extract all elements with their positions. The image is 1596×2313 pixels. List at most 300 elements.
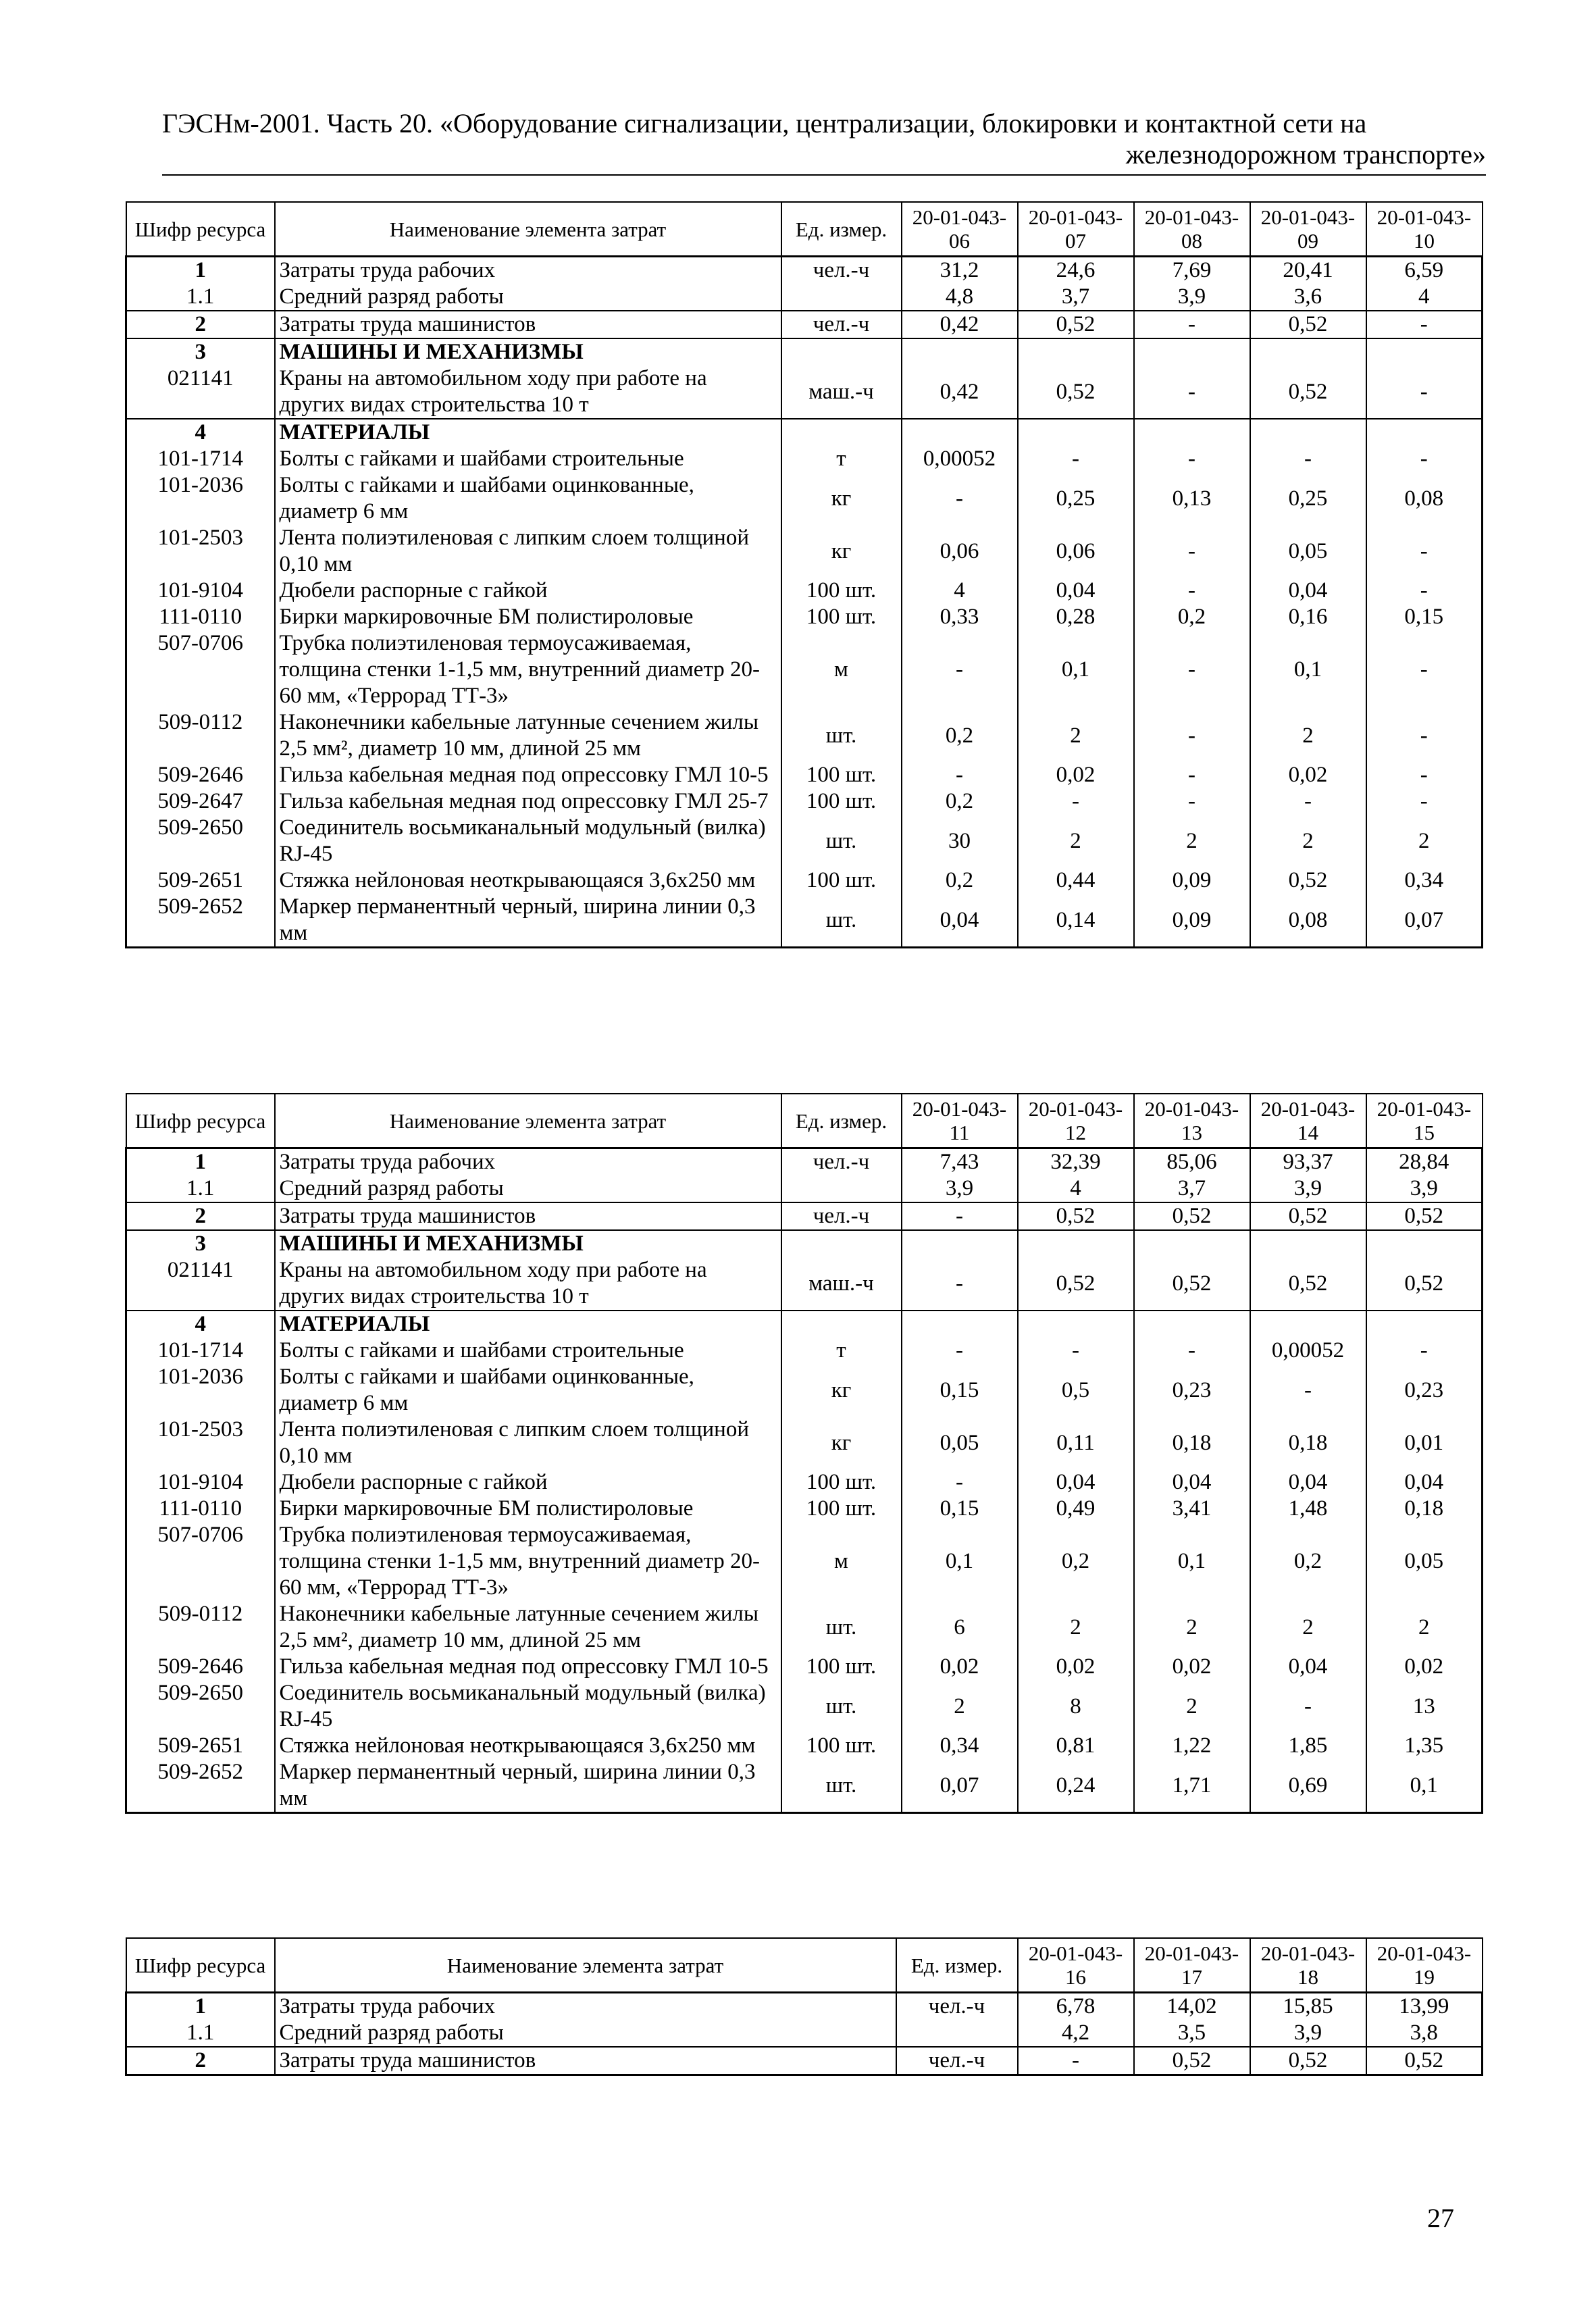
- norm-value: 0,09: [1134, 894, 1250, 948]
- norm-value: 0,1: [902, 1522, 1018, 1601]
- norm-value: 0,07: [902, 1759, 1018, 1813]
- table-row: [126, 578, 1483, 604]
- resource-code: 101-2503: [126, 525, 275, 578]
- cost-item-name: Краны на автомобильном ходу при работе на других видах строительства 10 т: [275, 365, 781, 419]
- unit-of-measure: 100 шт.: [781, 1496, 902, 1522]
- norm-value: -: [1250, 788, 1366, 815]
- norm-value: 0,52: [1134, 1257, 1250, 1311]
- resource-code: 4: [126, 1311, 275, 1338]
- norm-value: 0,52: [1134, 2047, 1250, 2075]
- cost-item-name: Затраты труда рабочих: [275, 1993, 896, 2020]
- table-row: [126, 1338, 1483, 1364]
- cost-item-name: Соединитель восьмиканальный модульный (вилка) RJ-45: [275, 1680, 781, 1733]
- code-header: Шифр ресурса: [126, 202, 275, 257]
- table-row: [126, 365, 1483, 419]
- resource-code: 101-2036: [126, 1364, 275, 1417]
- norm-value: 0,04: [1134, 1469, 1250, 1496]
- norm-value: 0,08: [1250, 894, 1366, 948]
- norm-value: 0,52: [1018, 1257, 1134, 1311]
- resource-code: 509-0112: [126, 709, 275, 762]
- cost-item-name: Средний разряд работы: [275, 284, 781, 311]
- norm-value: 0,09: [1134, 867, 1250, 894]
- norm-value: 20,41: [1250, 257, 1366, 284]
- column-header: 20-01-043-14: [1250, 1094, 1366, 1148]
- norm-value: [902, 419, 1018, 446]
- unit-of-measure: чел.-ч: [781, 1148, 902, 1176]
- resource-code: 101-9104: [126, 578, 275, 604]
- norm-value: 0,52: [1250, 1257, 1366, 1311]
- unit-of-measure: 100 шт.: [781, 1469, 902, 1496]
- norm-value: 4: [902, 578, 1018, 604]
- norm-value: 0,49: [1018, 1496, 1134, 1522]
- norm-value: 3,5: [1134, 2020, 1250, 2047]
- norm-value: 0,52: [1366, 2047, 1483, 2075]
- norm-value: 3,7: [1018, 284, 1134, 311]
- cost-item-name: Гильза кабельная медная под опрессовку ГМЛ 25-7: [275, 788, 781, 815]
- norm-value: [1250, 1311, 1366, 1338]
- cost-item-name: Затраты труда рабочих: [275, 257, 781, 284]
- table-row: [126, 1230, 1483, 1257]
- norm-value: -: [1250, 1680, 1366, 1733]
- norm-value: 0,69: [1250, 1759, 1366, 1813]
- norm-value: 0,13: [1134, 472, 1250, 525]
- norm-value: 3,9: [1366, 1175, 1483, 1202]
- norm-value: 2: [1134, 815, 1250, 867]
- table-row: [126, 338, 1483, 365]
- unit-of-measure: чел.-ч: [781, 257, 902, 284]
- table-row: [126, 1522, 1483, 1601]
- resource-code: 509-2647: [126, 788, 275, 815]
- table-row: [126, 311, 1483, 338]
- norm-value: 0,1: [1134, 1522, 1250, 1601]
- norm-value: -: [1366, 311, 1483, 338]
- norm-value: 0,06: [902, 525, 1018, 578]
- header-row: [126, 1938, 1483, 1993]
- norm-value: 0,52: [1018, 311, 1134, 338]
- unit-of-measure: шт.: [781, 1759, 902, 1813]
- norm-value: 0,52: [1250, 867, 1366, 894]
- resource-code: 509-2646: [126, 1654, 275, 1680]
- column-header: 20-01-043-11: [902, 1094, 1018, 1148]
- unit-of-measure: кг: [781, 1417, 902, 1469]
- resource-code: 4: [126, 419, 275, 446]
- norm-value: 0,33: [902, 604, 1018, 630]
- resource-code: 101-1714: [126, 446, 275, 472]
- norm-value: 0,04: [1018, 578, 1134, 604]
- norm-value: [902, 338, 1018, 365]
- cost-item-name: Средний разряд работы: [275, 1175, 781, 1202]
- table-row: [126, 1680, 1483, 1733]
- norm-value: 1,22: [1134, 1733, 1250, 1759]
- norm-value: 0,81: [1018, 1733, 1134, 1759]
- table-row: [126, 604, 1483, 630]
- norm-value: 2: [1366, 1601, 1483, 1654]
- cost-item-name: Маркер перманентный черный, ширина линии 0,3 мм: [275, 894, 781, 948]
- norm-value: 0,00052: [1250, 1338, 1366, 1364]
- code-header: Шифр ресурса: [126, 1094, 275, 1148]
- table-row: [126, 1175, 1483, 1202]
- norm-value: 2: [1134, 1680, 1250, 1733]
- unit-of-measure: шт.: [781, 894, 902, 948]
- cost-item-name: Затраты труда машинистов: [275, 1202, 781, 1230]
- table-row: [126, 472, 1483, 525]
- table-row: [126, 867, 1483, 894]
- unit-of-measure: [896, 2020, 1018, 2047]
- resource-code: 101-1714: [126, 1338, 275, 1364]
- resource-table-2: [125, 1093, 1483, 1814]
- column-header: 20-01-043-15: [1366, 1094, 1483, 1148]
- norm-value: -: [1366, 709, 1483, 762]
- cost-item-name: МАТЕРИАЛЫ: [275, 419, 781, 446]
- unit-of-measure: м: [781, 1522, 902, 1601]
- table-row: [126, 894, 1483, 948]
- norm-value: 0,18: [1134, 1417, 1250, 1469]
- resource-code: 021141: [126, 1257, 275, 1311]
- unit-of-measure: 100 шт.: [781, 788, 902, 815]
- table-row: [126, 2020, 1483, 2047]
- norm-value: 0,52: [1250, 2047, 1366, 2075]
- norm-value: [1366, 1230, 1483, 1257]
- column-header: 20-01-043-07: [1018, 202, 1134, 257]
- cost-item-name: Лента полиэтиленовая с липким слоем толщиной 0,10 мм: [275, 525, 781, 578]
- norm-value: -: [1366, 788, 1483, 815]
- column-header: 20-01-043-18: [1250, 1938, 1366, 1993]
- norm-value: 0,06: [1018, 525, 1134, 578]
- norm-value: [1366, 1311, 1483, 1338]
- norm-value: 0,04: [1250, 578, 1366, 604]
- resource-code: 1.1: [126, 2020, 275, 2047]
- table-row: [126, 709, 1483, 762]
- norm-value: 0,23: [1366, 1364, 1483, 1417]
- table-row: [126, 1759, 1483, 1813]
- norm-value: -: [1134, 446, 1250, 472]
- unit-of-measure: кг: [781, 472, 902, 525]
- norm-value: -: [902, 762, 1018, 788]
- norm-value: -: [1366, 762, 1483, 788]
- resource-code: 509-2650: [126, 1680, 275, 1733]
- norm-value: 85,06: [1134, 1148, 1250, 1176]
- table-row: [126, 1202, 1483, 1230]
- norm-value: 2: [1018, 709, 1134, 762]
- norm-value: [1018, 338, 1134, 365]
- cost-item-name: Наконечники кабельные латунные сечением жилы 2,5 мм², диаметр 10 мм, длиной 25 мм: [275, 709, 781, 762]
- column-header: 20-01-043-16: [1018, 1938, 1134, 1993]
- unit-of-measure: шт.: [781, 1601, 902, 1654]
- norm-value: 0,52: [1366, 1202, 1483, 1230]
- norm-value: 0,11: [1018, 1417, 1134, 1469]
- norm-value: -: [1366, 446, 1483, 472]
- norm-value: -: [1134, 762, 1250, 788]
- norm-value: 0,52: [1250, 1202, 1366, 1230]
- resource-code: 101-9104: [126, 1469, 275, 1496]
- header-line-2: железнодорожном транспорте»: [1125, 139, 1486, 170]
- norm-value: 0,04: [1018, 1469, 1134, 1496]
- norm-value: 0,34: [902, 1733, 1018, 1759]
- unit-of-measure: [781, 419, 902, 446]
- norm-value: 0,18: [1366, 1496, 1483, 1522]
- resource-code: 509-2652: [126, 1759, 275, 1813]
- column-header: 20-01-043-13: [1134, 1094, 1250, 1148]
- cost-item-name: Краны на автомобильном ходу при работе на других видах строительства 10 т: [275, 1257, 781, 1311]
- norm-value: 15,85: [1250, 1993, 1366, 2020]
- unit-of-measure: 100 шт.: [781, 1654, 902, 1680]
- norm-value: [1134, 419, 1250, 446]
- norm-value: 7,69: [1134, 257, 1250, 284]
- norm-value: 6: [902, 1601, 1018, 1654]
- norm-value: 0,02: [1134, 1654, 1250, 1680]
- cost-item-name: Гильза кабельная медная под опрессовку ГМЛ 10-5: [275, 762, 781, 788]
- unit-of-measure: маш.-ч: [781, 365, 902, 419]
- unit-of-measure: м: [781, 630, 902, 709]
- norm-value: 0,02: [902, 1654, 1018, 1680]
- resource-code: 509-0112: [126, 1601, 275, 1654]
- column-header: 20-01-043-12: [1018, 1094, 1134, 1148]
- cost-item-name: Средний разряд работы: [275, 2020, 896, 2047]
- page-number: 27: [1427, 2203, 1454, 2233]
- unit-of-measure: [781, 338, 902, 365]
- resource-code: 1: [126, 1993, 275, 2020]
- norm-value: 0,52: [1018, 365, 1134, 419]
- resource-code: 2: [126, 2047, 275, 2075]
- norm-value: 14,02: [1134, 1993, 1250, 2020]
- unit-of-measure: 100 шт.: [781, 867, 902, 894]
- norm-value: 3,9: [902, 1175, 1018, 1202]
- unit-of-measure: [781, 1230, 902, 1257]
- norm-value: 0,04: [1250, 1469, 1366, 1496]
- norm-value: [1366, 338, 1483, 365]
- column-header: 20-01-043-17: [1134, 1938, 1250, 1993]
- norm-value: 93,37: [1250, 1148, 1366, 1176]
- cost-item-name: Наконечники кабельные латунные сечением жилы 2,5 мм², диаметр 10 мм, длиной 25 мм: [275, 1601, 781, 1654]
- norm-value: 8: [1018, 1680, 1134, 1733]
- norm-value: 3,9: [1250, 1175, 1366, 1202]
- resource-code: 2: [126, 1202, 275, 1230]
- norm-value: 0,18: [1250, 1417, 1366, 1469]
- unit-of-measure: 100 шт.: [781, 604, 902, 630]
- norm-value: 0,16: [1250, 604, 1366, 630]
- norm-value: -: [902, 1202, 1018, 1230]
- unit-of-measure: маш.-ч: [781, 1257, 902, 1311]
- norm-value: 6,59: [1366, 257, 1483, 284]
- cost-item-name: Трубка полиэтиленовая термоусаживаемая, толщина стенки 1-1,5 мм, внутренний диаметр 20-60 мм, «Террорад ТТ-3»: [275, 1522, 781, 1601]
- norm-value: 0,04: [1250, 1654, 1366, 1680]
- norm-value: -: [902, 1469, 1018, 1496]
- norm-value: 0,02: [1018, 1654, 1134, 1680]
- table-row: [126, 1257, 1483, 1311]
- resource-table-1: [125, 201, 1483, 948]
- table-row: [126, 1601, 1483, 1654]
- table-row: [126, 525, 1483, 578]
- cost-item-name: Лента полиэтиленовая с липким слоем толщиной 0,10 мм: [275, 1417, 781, 1469]
- norm-value: [1018, 1230, 1134, 1257]
- table-row: [126, 1148, 1483, 1176]
- norm-value: 0,05: [1366, 1522, 1483, 1601]
- table-row: [126, 815, 1483, 867]
- column-header: 20-01-043-09: [1250, 202, 1366, 257]
- norm-value: 31,2: [902, 257, 1018, 284]
- norm-value: 4,2: [1018, 2020, 1134, 2047]
- resource-code: 1.1: [126, 284, 275, 311]
- unit-of-measure: [781, 284, 902, 311]
- norm-value: -: [1134, 365, 1250, 419]
- norm-value: 0,24: [1018, 1759, 1134, 1813]
- norm-value: 0,28: [1018, 604, 1134, 630]
- norm-value: 0,52: [1366, 1257, 1483, 1311]
- norm-value: -: [1366, 630, 1483, 709]
- cost-item-name: Болты с гайками и шайбами оцинкованные, диаметр 6 мм: [275, 1364, 781, 1417]
- resource-code: 509-2651: [126, 867, 275, 894]
- resource-table-3: [125, 1937, 1483, 2076]
- table-row: [126, 446, 1483, 472]
- cost-item-name: Стяжка нейлоновая неоткрывающаяся 3,6х250 мм: [275, 867, 781, 894]
- norm-value: 3,8: [1366, 2020, 1483, 2047]
- norm-value: 3,9: [1134, 284, 1250, 311]
- column-header: 20-01-043-10: [1366, 202, 1483, 257]
- unit-of-measure: [781, 1175, 902, 1202]
- table-row: [126, 762, 1483, 788]
- resource-code: 509-2652: [126, 894, 275, 948]
- norm-value: 3,6: [1250, 284, 1366, 311]
- norm-value: 1,35: [1366, 1733, 1483, 1759]
- norm-value: 2: [902, 1680, 1018, 1733]
- norm-value: 3,7: [1134, 1175, 1250, 1202]
- table-row: [126, 1469, 1483, 1496]
- norm-value: -: [902, 1257, 1018, 1311]
- resource-code: 101-2503: [126, 1417, 275, 1469]
- norm-value: 2: [1018, 1601, 1134, 1654]
- table-row: [126, 2047, 1483, 2075]
- norm-value: 0,1: [1018, 630, 1134, 709]
- name-header: Наименование элемента затрат: [275, 202, 781, 257]
- resource-code: 111-0110: [126, 1496, 275, 1522]
- cost-item-name: Болты с гайками и шайбами строительные: [275, 1338, 781, 1364]
- cost-item-name: Болты с гайками и шайбами строительные: [275, 446, 781, 472]
- norm-value: -: [1250, 446, 1366, 472]
- cost-item-name: Гильза кабельная медная под опрессовку ГМЛ 10-5: [275, 1654, 781, 1680]
- resource-code: 1: [126, 257, 275, 284]
- norm-value: -: [902, 1338, 1018, 1364]
- cost-item-name: Бирки маркировочные БМ полистироловые: [275, 604, 781, 630]
- resource-code: 111-0110: [126, 604, 275, 630]
- norm-value: 0,02: [1366, 1654, 1483, 1680]
- norm-value: 6,78: [1018, 1993, 1134, 2020]
- norm-value: 0,1: [1250, 630, 1366, 709]
- norm-value: 0,00052: [902, 446, 1018, 472]
- norm-value: 2: [1250, 709, 1366, 762]
- norm-value: [902, 1230, 1018, 1257]
- name-header: Наименование элемента затрат: [275, 1938, 896, 1993]
- column-header: 20-01-043-19: [1366, 1938, 1483, 1993]
- unit-of-measure: т: [781, 1338, 902, 1364]
- table-row: [126, 1496, 1483, 1522]
- resource-code: 3: [126, 338, 275, 365]
- norm-value: 0,52: [1018, 1202, 1134, 1230]
- norm-value: 28,84: [1366, 1148, 1483, 1176]
- norm-value: -: [1018, 1338, 1134, 1364]
- norm-value: 2: [1018, 815, 1134, 867]
- norm-value: [1018, 419, 1134, 446]
- name-header: Наименование элемента затрат: [275, 1094, 781, 1148]
- table-row: [126, 1654, 1483, 1680]
- norm-value: -: [1134, 788, 1250, 815]
- resource-code: 509-2651: [126, 1733, 275, 1759]
- norm-value: -: [1134, 578, 1250, 604]
- cost-item-name: МАШИНЫ И МЕХАНИЗМЫ: [275, 1230, 781, 1257]
- norm-value: 0,52: [1250, 365, 1366, 419]
- norm-value: 4: [1018, 1175, 1134, 1202]
- norm-value: [1250, 419, 1366, 446]
- unit-of-measure: шт.: [781, 709, 902, 762]
- norm-value: 1,71: [1134, 1759, 1250, 1813]
- cost-item-name: Стяжка нейлоновая неоткрывающаяся 3,6х250 мм: [275, 1733, 781, 1759]
- cost-item-name: МАШИНЫ И МЕХАНИЗМЫ: [275, 338, 781, 365]
- unit-of-measure: чел.-ч: [781, 311, 902, 338]
- norm-value: 0,52: [1134, 1202, 1250, 1230]
- norm-value: 1,85: [1250, 1733, 1366, 1759]
- norm-value: 0,15: [902, 1496, 1018, 1522]
- cost-item-name: Затраты труда машинистов: [275, 311, 781, 338]
- unit-of-measure: 100 шт.: [781, 1733, 902, 1759]
- norm-value: [902, 1311, 1018, 1338]
- norm-value: 32,39: [1018, 1148, 1134, 1176]
- norm-value: 24,6: [1018, 257, 1134, 284]
- norm-value: [1134, 1230, 1250, 1257]
- norm-value: 0,05: [1250, 525, 1366, 578]
- page-header: [162, 108, 1486, 170]
- norm-value: 0,2: [1134, 604, 1250, 630]
- header-row: [126, 202, 1483, 257]
- norm-value: 0,07: [1366, 894, 1483, 948]
- norm-value: [1250, 338, 1366, 365]
- norm-value: [1366, 419, 1483, 446]
- cost-item-name: Соединитель восьмиканальный модульный (вилка) RJ-45: [275, 815, 781, 867]
- norm-value: [1018, 1311, 1134, 1338]
- norm-value: 1,48: [1250, 1496, 1366, 1522]
- norm-value: 13: [1366, 1680, 1483, 1733]
- norm-value: 0,02: [1018, 762, 1134, 788]
- resource-code: 101-2036: [126, 472, 275, 525]
- unit-of-measure: чел.-ч: [781, 1202, 902, 1230]
- unit-header: Ед. измер.: [781, 202, 902, 257]
- norm-value: -: [1018, 788, 1134, 815]
- norm-value: 0,42: [902, 311, 1018, 338]
- resource-code: 509-2650: [126, 815, 275, 867]
- resource-code: 021141: [126, 365, 275, 419]
- norm-value: 0,2: [902, 867, 1018, 894]
- norm-value: 2: [1366, 815, 1483, 867]
- norm-value: -: [1250, 1364, 1366, 1417]
- resource-code: 1.1: [126, 1175, 275, 1202]
- norm-value: 0,2: [902, 788, 1018, 815]
- norm-value: -: [902, 472, 1018, 525]
- unit-of-measure: 100 шт.: [781, 578, 902, 604]
- cost-item-name: Дюбели распорные с гайкой: [275, 578, 781, 604]
- cost-item-name: Дюбели распорные с гайкой: [275, 1469, 781, 1496]
- norm-value: 0,04: [1366, 1469, 1483, 1496]
- unit-header: Ед. измер.: [896, 1938, 1018, 1993]
- cost-item-name: Болты с гайками и шайбами оцинкованные, диаметр 6 мм: [275, 472, 781, 525]
- norm-value: 0,04: [902, 894, 1018, 948]
- table-row: [126, 1733, 1483, 1759]
- table-row: [126, 788, 1483, 815]
- table-row: [126, 419, 1483, 446]
- norm-value: 2: [1250, 815, 1366, 867]
- norm-value: 30: [902, 815, 1018, 867]
- cost-item-name: Маркер перманентный черный, ширина линии 0,3 мм: [275, 1759, 781, 1813]
- column-header: 20-01-043-08: [1134, 202, 1250, 257]
- norm-value: -: [1134, 311, 1250, 338]
- unit-of-measure: 100 шт.: [781, 762, 902, 788]
